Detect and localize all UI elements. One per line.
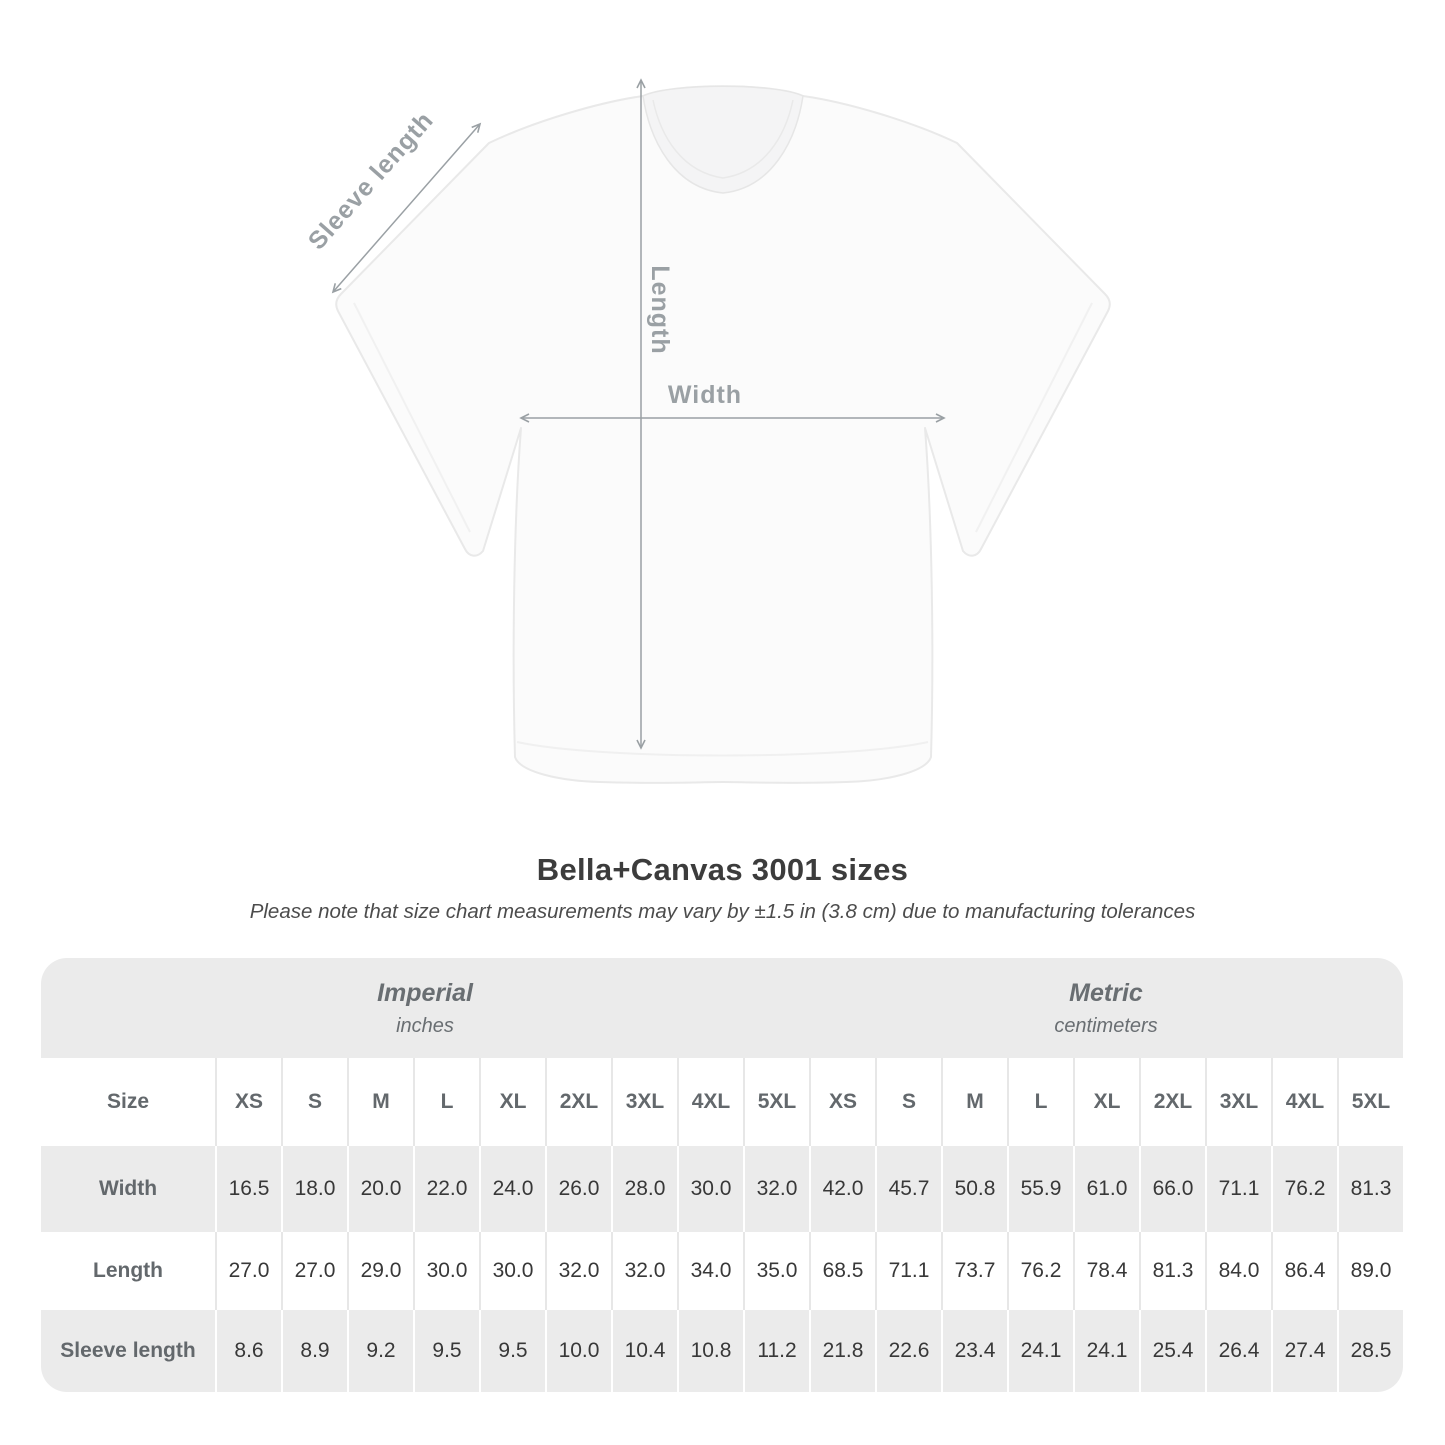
table-cell: 71.1 bbox=[875, 1232, 941, 1310]
table-cell: 78.4 bbox=[1073, 1232, 1139, 1310]
table-cell: 23.4 bbox=[941, 1310, 1007, 1392]
size-header: M bbox=[347, 1058, 413, 1146]
table-cell: 45.7 bbox=[875, 1146, 941, 1232]
size-header: XS bbox=[215, 1058, 281, 1146]
sleeve-length-label: Sleeve length bbox=[302, 106, 440, 256]
table-cell: 8.9 bbox=[281, 1310, 347, 1392]
size-chart-table bbox=[41, 958, 1403, 1392]
table-cell: 25.4 bbox=[1139, 1310, 1205, 1392]
size-column-header: Size bbox=[106, 1090, 150, 1113]
table-cell: 32.0 bbox=[545, 1232, 611, 1310]
table-cell: 9.5 bbox=[413, 1310, 479, 1392]
table-cell: 76.2 bbox=[1271, 1146, 1337, 1232]
size-header: M bbox=[941, 1058, 1007, 1146]
tshirt-graphic bbox=[336, 86, 1109, 783]
size-header: 2XL bbox=[545, 1058, 611, 1146]
table-cell: 16.5 bbox=[215, 1146, 281, 1232]
size-header: 2XL bbox=[1139, 1058, 1205, 1146]
table-cell: 9.5 bbox=[479, 1310, 545, 1392]
row-label-width: Width bbox=[41, 1146, 215, 1232]
table-cell: 28.0 bbox=[611, 1146, 677, 1232]
size-header: XL bbox=[479, 1058, 545, 1146]
metric-unit-header bbox=[809, 958, 1403, 1058]
table-cell: 20.0 bbox=[347, 1146, 413, 1232]
table-cell: 76.2 bbox=[1007, 1232, 1073, 1310]
table-cell: 18.0 bbox=[281, 1146, 347, 1232]
table-cell: 24.0 bbox=[479, 1146, 545, 1232]
size-header: 3XL bbox=[1205, 1058, 1271, 1146]
table-cell: 30.0 bbox=[677, 1146, 743, 1232]
table-cell: 30.0 bbox=[479, 1232, 545, 1310]
page-title: Bella+Canvas 3001 sizes bbox=[536, 852, 909, 887]
size-header: 4XL bbox=[1271, 1058, 1337, 1146]
table-cell: 29.0 bbox=[347, 1232, 413, 1310]
metric-unit: centimeters bbox=[1054, 1014, 1158, 1037]
metric-label: Metric bbox=[1069, 978, 1143, 1007]
table-cell: 32.0 bbox=[611, 1232, 677, 1310]
size-header: L bbox=[413, 1058, 479, 1146]
table-cell: 24.1 bbox=[1007, 1310, 1073, 1392]
imperial-unit: inches bbox=[396, 1014, 454, 1037]
table-cell: 9.2 bbox=[347, 1310, 413, 1392]
table-cell: 84.0 bbox=[1205, 1232, 1271, 1310]
table-cell: 34.0 bbox=[677, 1232, 743, 1310]
size-header: 5XL bbox=[743, 1058, 809, 1146]
table-cell: 10.8 bbox=[677, 1310, 743, 1392]
row-label-sleeve-length: Sleeve length bbox=[41, 1310, 215, 1392]
length-label: Length bbox=[646, 265, 674, 355]
table-cell: 50.8 bbox=[941, 1146, 1007, 1232]
table-cell: 73.7 bbox=[941, 1232, 1007, 1310]
table-cell: 55.9 bbox=[1007, 1146, 1073, 1232]
table-cell: 81.3 bbox=[1337, 1146, 1403, 1232]
table-cell: 27.0 bbox=[215, 1232, 281, 1310]
table-cell: 26.4 bbox=[1205, 1310, 1271, 1392]
table-cell: 22.0 bbox=[413, 1146, 479, 1232]
table-cell: 61.0 bbox=[1073, 1146, 1139, 1232]
table-cell: 68.5 bbox=[809, 1232, 875, 1310]
imperial-label: Imperial bbox=[377, 978, 473, 1007]
table-cell: 32.0 bbox=[743, 1146, 809, 1232]
table-cell: 86.4 bbox=[1271, 1232, 1337, 1310]
table-cell: 8.6 bbox=[215, 1310, 281, 1392]
size-header: S bbox=[281, 1058, 347, 1146]
table-cell: 10.0 bbox=[545, 1310, 611, 1392]
table-cell: 27.4 bbox=[1271, 1310, 1337, 1392]
table-cell: 28.5 bbox=[1337, 1310, 1403, 1392]
tolerance-note: Please note that size chart measurements may vary by ±1.5 in (3.8 cm) due to manufacturing tolerances bbox=[249, 900, 1196, 923]
table-cell: 11.2 bbox=[743, 1310, 809, 1392]
size-header: 5XL bbox=[1337, 1058, 1403, 1146]
table-cell: 26.0 bbox=[545, 1146, 611, 1232]
table-cell: 24.1 bbox=[1073, 1310, 1139, 1392]
width-label: Width bbox=[667, 381, 743, 409]
size-header: S bbox=[875, 1058, 941, 1146]
size-header: XL bbox=[1073, 1058, 1139, 1146]
size-header: 4XL bbox=[677, 1058, 743, 1146]
table-cell: 10.4 bbox=[611, 1310, 677, 1392]
imperial-unit-header bbox=[41, 958, 809, 1058]
row-label-length: Length bbox=[93, 1259, 163, 1282]
table-cell: 30.0 bbox=[413, 1232, 479, 1310]
size-header: XS bbox=[809, 1058, 875, 1146]
size-header: L bbox=[1007, 1058, 1073, 1146]
table-cell: 81.3 bbox=[1139, 1232, 1205, 1310]
size-header: 3XL bbox=[611, 1058, 677, 1146]
table-cell: 42.0 bbox=[809, 1146, 875, 1232]
table-cell: 66.0 bbox=[1139, 1146, 1205, 1232]
table-cell: 89.0 bbox=[1337, 1232, 1403, 1310]
table-cell: 21.8 bbox=[809, 1310, 875, 1392]
table-cell: 22.6 bbox=[875, 1310, 941, 1392]
table-cell: 35.0 bbox=[743, 1232, 809, 1310]
table-cell: 27.0 bbox=[281, 1232, 347, 1310]
table-cell: 71.1 bbox=[1205, 1146, 1271, 1232]
